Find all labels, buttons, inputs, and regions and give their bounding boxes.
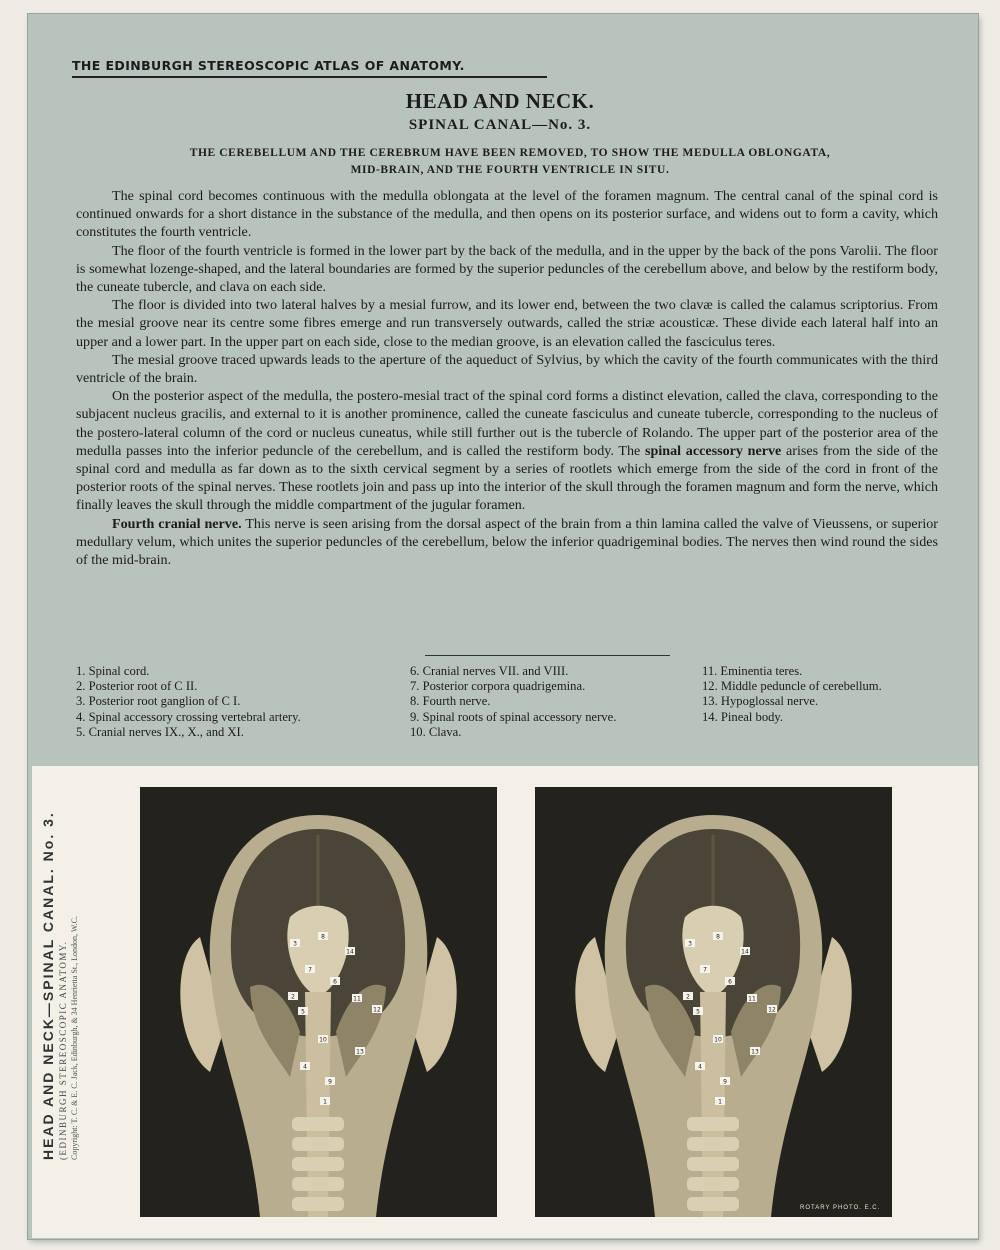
- paragraph-5-rest: arises from the side of the spinal cord and medulla as far down as to the sixth cervical segment by a series of rootlets which emerge from the side of the cord in front of the posterior roots of the spinal nerves. These rootlets join and pass up into the interior of the skull through the foramen magnum and form the nerve, which finally leaves the skull through the middle compartment of the jugular foramen.: [76, 442, 938, 514]
- specimen-label: [352, 994, 362, 1003]
- page-title: HEAD AND NECK.: [405, 89, 595, 113]
- side-label-copyright: Copyright: T. C. & E. C. Jack, Edinburgh, & 34 Henrietta St., London, W.C.: [70, 916, 79, 1160]
- vertebra: [292, 1177, 344, 1191]
- fourth-cranial-nerve-term: Fourth cranial nerve.: [112, 515, 242, 532]
- label-number: 6: [333, 978, 337, 986]
- specimen-label: [720, 1077, 730, 1086]
- legend-item: 14. Pineal body.: [702, 709, 784, 724]
- stereo-photo-left: [140, 787, 497, 1217]
- specimen-label: [300, 1062, 310, 1071]
- atlas-title: THE EDINBURGH STEREOSCOPIC ATLAS OF ANATOMY.: [72, 58, 547, 78]
- side-label: [40, 811, 79, 1160]
- specimen-label: [345, 947, 355, 956]
- vertebra: [687, 1197, 739, 1211]
- photo-credit: ROTARY PHOTO. E.C.: [800, 1205, 881, 1211]
- label-number: 5: [696, 1008, 700, 1016]
- label-number: 14: [346, 948, 354, 956]
- label-number: 3: [688, 940, 692, 948]
- specimen-label: [325, 1077, 335, 1086]
- vertebra: [292, 1117, 344, 1131]
- label-number: 9: [723, 1078, 727, 1086]
- vertebra: [687, 1157, 739, 1171]
- paragraph-6-rest: This nerve is seen arising from the dorsal aspect of the brain from a thin lamina called the valve of Vieussens, or superior medullary velum, which unites the superior peduncles of the cerebellum, below the inferior quadrigeminal bodies. The nerves then wind round the sides of the mid-brain.: [76, 515, 938, 569]
- specimen-label: [290, 939, 300, 948]
- specimen-label: [750, 1047, 760, 1056]
- specimen-label: [725, 977, 735, 986]
- label-number: 9: [328, 1078, 332, 1086]
- label-number: 4: [303, 1063, 307, 1071]
- legend-item: 3. Posterior root ganglion of C I.: [76, 694, 241, 709]
- divider: [425, 655, 670, 656]
- legend-item: 4. Spinal accessory crossing vertebral artery.: [76, 709, 301, 724]
- paragraph-3: The floor is divided into two lateral halves by a mesial furrow, and its lower end, between the two clavæ is called the calamus scriptorius. From the mesial groove near its centre some fibres emerge and run transversely outwards, called the striæ acousticæ. These divide each lateral half into an upper and a lower part. In the upper part on each side, close to the median groove, is an elevation called the fasciculus teres.: [76, 297, 938, 350]
- page-subtitle: SPINAL CANAL—No. 3.: [408, 117, 592, 133]
- specimen-label: [713, 932, 723, 941]
- vertebra: [292, 1157, 344, 1171]
- spinal-accessory-nerve-term: spinal accessory nerve: [645, 442, 782, 459]
- paragraph-2: The floor of the fourth ventricle is formed in the lower part by the back of the medulla, and in the upper by the back of the pons Varolii. The floor is somewhat lozenge-shaped, and the lateral boundaries are formed by the superior peduncles of the cerebellum above, and below by the restiform body, the cuneate tubercle, and clava on each side.: [76, 242, 938, 296]
- vertebra: [687, 1177, 739, 1191]
- side-label-title: HEAD AND NECK—SPINAL CANAL. No. 3.: [40, 811, 56, 1160]
- specimen-label: [693, 1007, 703, 1016]
- specimen-label: [305, 965, 315, 974]
- specimen-label: [330, 977, 340, 986]
- vertebra: [292, 1137, 344, 1151]
- specimen-label: [740, 947, 750, 956]
- side-label-subtitle: (EDINBURGH STEREOSCOPIC ANATOMY.: [58, 940, 68, 1160]
- legend-column-3: [702, 664, 882, 725]
- paragraph-4: The mesial groove traced upwards leads to the aperture of the aqueduct of Sylvius, by which the cavity of the fourth communicates with the third ventricle of the brain.: [76, 351, 938, 387]
- legend-item: 5. Cranial nerves IX., X., and XI.: [76, 724, 244, 739]
- caption-line-2: MID-BRAIN, AND THE FOURTH VENTRICLE IN SITU.: [350, 164, 670, 176]
- paragraph-5: [76, 387, 938, 514]
- paragraph-6: [76, 515, 938, 570]
- label-number: 12: [373, 1006, 381, 1014]
- specimen-label: [318, 1035, 328, 1044]
- label-number: 11: [748, 995, 756, 1003]
- legend-item: 11. Eminentia teres.: [702, 664, 803, 678]
- caption: [80, 145, 940, 179]
- specimen-image: [140, 787, 497, 1217]
- label-number: 8: [321, 933, 325, 941]
- vertebra: [292, 1197, 344, 1211]
- vertebra: [687, 1117, 739, 1131]
- legend-column-1: [76, 664, 301, 740]
- label-number: 8: [716, 933, 720, 941]
- label-number: 2: [291, 993, 295, 1001]
- label-number: 1: [323, 1098, 327, 1106]
- label-number: 10: [319, 1036, 327, 1044]
- caption-line-1: THE CEREBELLUM AND THE CEREBRUM HAVE BEEN REMOVED, TO SHOW THE MEDULLA OBLONGATA,: [189, 147, 831, 159]
- label-number: 13: [356, 1048, 364, 1056]
- label-number: 7: [703, 966, 707, 974]
- specimen-label: [685, 939, 695, 948]
- legend-item: 2. Posterior root of C II.: [76, 679, 198, 694]
- label-number: 13: [751, 1048, 759, 1056]
- paragraph-1: The spinal cord becomes continuous with the medulla oblongata at the level of the foramen magnum. The central canal of the spinal cord is continued onwards for a short distance in the substance of the medulla, and then opens on its posterior surface, and widens out to form a cavity, which constitutes the fourth ventricle.: [76, 188, 938, 241]
- legend-item: 1. Spinal cord.: [76, 664, 150, 678]
- paragraph-5-text: On the posterior aspect of the medulla, the postero-mesial tract of the spinal cord forms a distinct elevation, called the clava, corresponding to the subjacent nucleus gracilis, and external to it is another prominence, called the cuneate fasciculus and cuneate tubercle, corresponding to the nucleus of the postero-lateral column of the cord or nucleus cuneatus, while still further out is the tubercle of Rolando. The upper part of the posterior area of the medulla passes into the inferior peduncle of the cerebellum, and is called the restiform body. The: [76, 388, 938, 459]
- specimen-label: [695, 1062, 705, 1071]
- legend-item: 9. Spinal roots of spinal accessory nerve.: [410, 709, 617, 724]
- legend-item: 7. Posterior corpora quadrigemina.: [410, 679, 586, 694]
- label-number: 4: [698, 1063, 702, 1071]
- specimen-label: [320, 1097, 330, 1106]
- specimen-label: [713, 1035, 723, 1044]
- specimen-label: [715, 1097, 725, 1106]
- specimen-label: [298, 1007, 308, 1016]
- specimen-label: [355, 1047, 365, 1056]
- body-text: [76, 187, 938, 569]
- stereo-photo-right: [535, 787, 892, 1217]
- specimen-label: [372, 1005, 382, 1014]
- label-number: 12: [768, 1006, 776, 1014]
- label-number: 1: [718, 1098, 722, 1106]
- label-number: 10: [714, 1036, 722, 1044]
- label-number: 2: [686, 993, 690, 1001]
- specimen-label: [318, 932, 328, 941]
- specimen-label: [288, 992, 298, 1001]
- specimen-label: [700, 965, 710, 974]
- legend-item: 8. Fourth nerve.: [410, 694, 491, 709]
- specimen-label: [747, 994, 757, 1003]
- legend-item: 12. Middle peduncle of cerebellum.: [702, 679, 882, 694]
- label-number: 6: [728, 978, 732, 986]
- legend-item: 13. Hypoglossal nerve.: [702, 694, 819, 709]
- label-number: 11: [353, 995, 361, 1003]
- legend-item: 10. Clava.: [410, 724, 462, 739]
- specimen-label: [683, 992, 693, 1001]
- vertebra: [687, 1137, 739, 1151]
- legend-item: 6. Cranial nerves VII. and VIII.: [410, 664, 569, 678]
- label-number: 5: [301, 1008, 305, 1016]
- label-number: 7: [308, 966, 312, 974]
- specimen-label: [767, 1005, 777, 1014]
- specimen-image: [535, 787, 892, 1217]
- label-number: 14: [741, 948, 749, 956]
- label-number: 3: [293, 940, 297, 948]
- legend-column-2: [410, 664, 616, 740]
